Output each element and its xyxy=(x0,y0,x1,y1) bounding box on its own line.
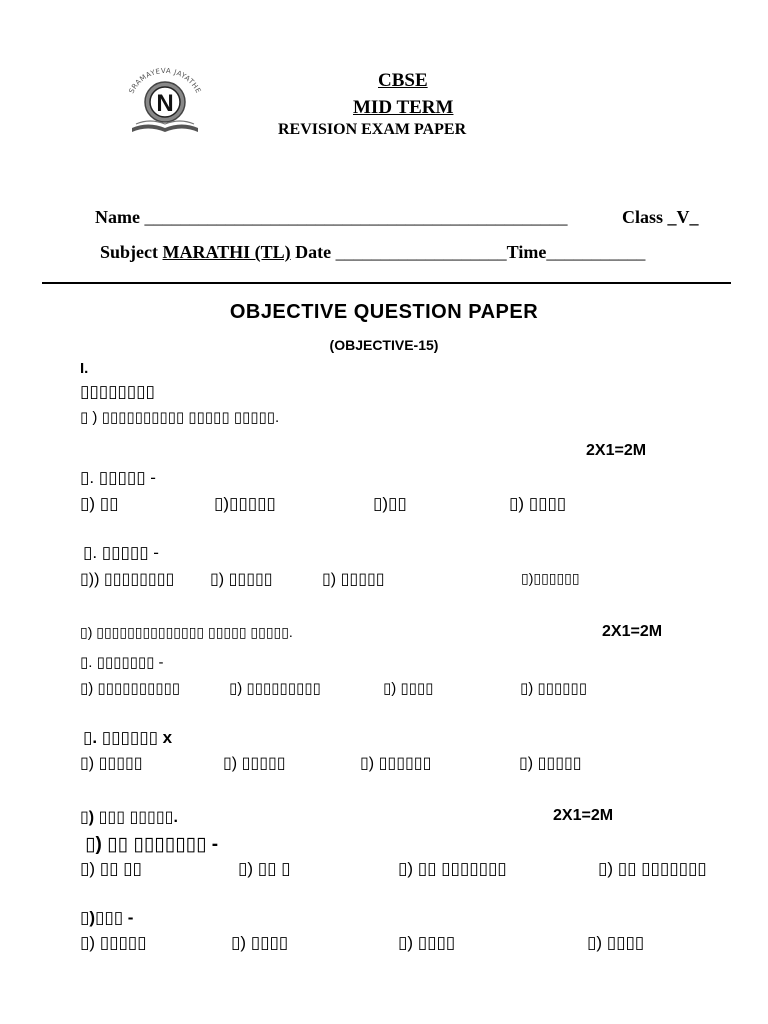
part-b-q2-option-a: ▯) ▯▯▯▯▯ xyxy=(80,755,143,772)
class-line xyxy=(622,207,699,228)
exam-title: REVISION EXAM PAPER xyxy=(278,121,467,138)
header-divider xyxy=(42,282,731,284)
term-title: MID TERM xyxy=(353,97,454,118)
part-a-marks: 2X1=2M xyxy=(586,442,647,459)
part-a-q1-option-b: ▯)▯▯▯▯▯ xyxy=(214,494,276,513)
paper-title: OBJECTIVE QUESTION PAPER xyxy=(229,301,539,323)
part-c-q2-stem: ▯)▯▯▯ - xyxy=(80,908,134,927)
part-a-q2-option-d: ▯)▯▯▯▯▯▯ xyxy=(521,570,580,586)
part-c-q1-option-b: ▯) ▯▯ ▯ xyxy=(238,859,291,878)
section-heading: ▯▯▯▯▯▯▯▯ xyxy=(80,382,155,401)
part-c-q2-option-b: ▯) ▯▯▯▯ xyxy=(231,933,289,952)
paper-subtitle: (OBJECTIVE-15) xyxy=(329,337,439,353)
name-label: Name xyxy=(95,207,140,227)
part-a-q1-option-d: ▯) ▯▯▯▯ xyxy=(509,494,567,513)
part-a-q2-option-b: ▯) ▯▯▯▯▯ xyxy=(210,571,273,588)
class-value: _V_ xyxy=(667,207,699,227)
part-c-q1-stem: ▯) ▯▯ ▯▯▯▯▯▯▯ - xyxy=(85,834,219,855)
class-label: Class xyxy=(622,207,664,227)
part-b-q1-option-b: ▯) ▯▯▯▯▯▯▯▯▯ xyxy=(229,680,321,697)
part-a-instruction: ▯ ) ▯▯▯▯▯▯▯▯▯▯ ▯▯▯▯▯ ▯▯▯▯▯. xyxy=(80,409,280,426)
date-field[interactable]: ___________________ xyxy=(335,242,507,262)
section-number: I. xyxy=(80,360,89,377)
part-c-q1-option-d: ▯) ▯▯ ▯▯▯▯▯▯▯ xyxy=(598,859,707,878)
part-c-q2-option-d: ▯) ▯▯▯▯ xyxy=(587,933,645,952)
part-b-marks: 2X1=2M xyxy=(602,623,663,640)
svg-text:N: N xyxy=(156,90,174,117)
part-c-q1-option-a: ▯) ▯▯ ▯▯ xyxy=(80,859,142,878)
part-b-q1-option-d: ▯) ▯▯▯▯▯▯ xyxy=(520,680,587,697)
subject-label: Subject xyxy=(100,242,158,262)
part-a-q2-option-c: ▯) ▯▯▯▯▯ xyxy=(322,571,385,588)
board-title: CBSE xyxy=(378,70,428,91)
subject-line xyxy=(100,242,645,263)
part-b-q1-stem: ▯. ▯▯▯▯▯▯▯ - xyxy=(80,654,164,671)
subject-value: MARATHI (TL) xyxy=(162,242,291,262)
part-a-q1-option-a: ▯) ▯▯ xyxy=(80,494,119,513)
school-logo xyxy=(120,66,210,138)
time-field[interactable]: ___________ xyxy=(546,242,646,262)
name-line xyxy=(95,207,567,228)
time-label: Time xyxy=(506,242,547,262)
part-c-instruction: ▯) ▯▯▯ ▯▯▯▯▯. xyxy=(80,809,178,826)
part-a-q2-stem: ▯. ▯▯▯▯▯ - xyxy=(83,543,159,562)
part-a-q2-option-a: ▯)) ▯▯▯▯▯▯▯▯ xyxy=(80,571,175,588)
part-c-q2-option-a: ▯) ▯▯▯▯▯ xyxy=(80,933,147,952)
svg-text:SRAMAYEVA JAYATHE: SRAMAYEVA JAYATHE xyxy=(127,66,203,95)
name-field[interactable]: _______________________________________________ xyxy=(144,207,568,227)
part-b-q2-option-b: ▯) ▯▯▯▯▯ xyxy=(223,755,286,772)
part-b-q1-option-c: ▯) ▯▯▯▯ xyxy=(383,680,434,697)
part-b-q2-option-d: ▯) ▯▯▯▯▯ xyxy=(519,755,582,772)
part-a-q1-option-c: ▯)▯▯ xyxy=(373,494,407,513)
part-b-q1-option-a: ▯) ▯▯▯▯▯▯▯▯▯▯ xyxy=(80,680,180,697)
part-b-q2-option-c: ▯) ▯▯▯▯▯▯ xyxy=(360,755,432,772)
part-c-marks: 2X1=2M xyxy=(553,807,614,824)
part-a-q1-stem: ▯. ▯▯▯▯▯ - xyxy=(80,468,156,487)
part-b-q2-stem: ▯. ▯▯▯▯▯▯ x xyxy=(83,728,173,747)
date-label: Date xyxy=(295,242,332,262)
part-c-q1-option-c: ▯) ▯▯ ▯▯▯▯▯▯▯ xyxy=(398,859,507,878)
part-c-q2-option-c: ▯) ▯▯▯▯ xyxy=(398,933,456,952)
part-b-instruction: ▯) ▯▯▯▯▯▯▯▯▯▯▯▯▯▯ ▯▯▯▯▯ ▯▯▯▯▯. xyxy=(80,624,293,640)
